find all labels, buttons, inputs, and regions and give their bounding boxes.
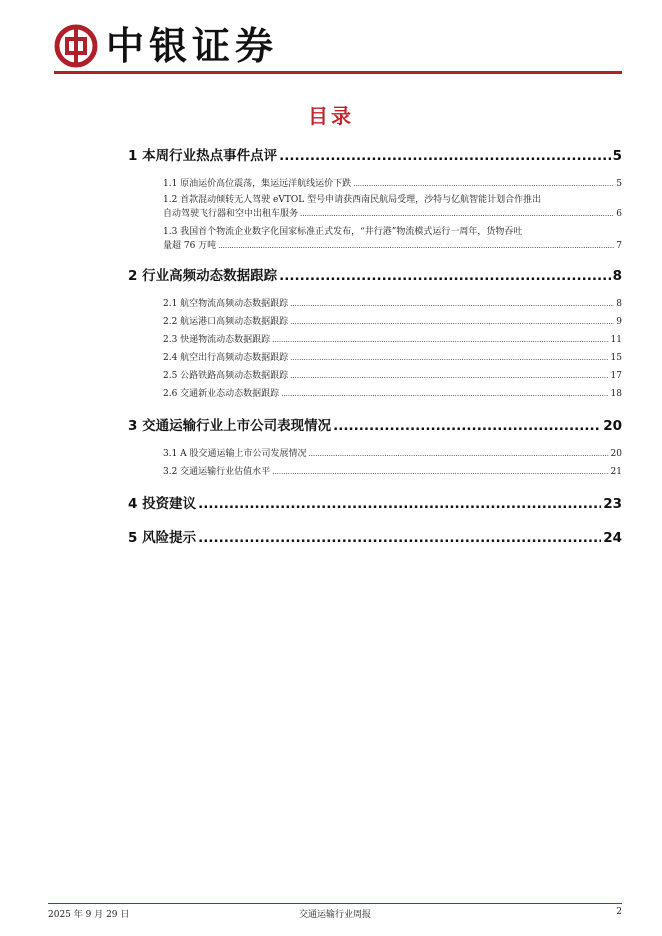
toc-page-number: 6	[616, 209, 622, 219]
toc-leader	[290, 295, 614, 313]
toc-leader	[279, 145, 611, 167]
report-series-title: 交通运输行业周报	[298, 910, 371, 920]
toc-leader	[333, 415, 601, 437]
toc-leader	[198, 527, 601, 549]
toc-entry[interactable]	[128, 527, 622, 549]
toc-entry[interactable]	[128, 415, 622, 437]
toc-subentry-label: 2.6 交通新业态动态数据跟踪	[163, 389, 280, 399]
toc-page-number: 15	[610, 353, 622, 363]
toc-page-number: 7	[616, 241, 622, 251]
toc-section-3	[128, 415, 622, 481]
toc-entry[interactable]	[128, 493, 622, 515]
toc-subentry[interactable]	[163, 313, 622, 331]
footer-divider	[48, 903, 622, 904]
toc-leader	[300, 207, 614, 221]
brand-name: 中银证券	[106, 23, 279, 68]
toc-subentry-label-line1: 1.2 首款混动倾转无人驾驶 eVTOL 型号申请获西南民航局受理，沙特与亿航智能计划合作推出	[163, 195, 542, 205]
toc-subentry-label-line2: 量超 76 万吨	[163, 241, 217, 251]
toc-entry[interactable]	[128, 265, 622, 287]
toc-subentry[interactable]	[163, 445, 622, 463]
toc-subentry[interactable]	[163, 349, 622, 367]
toc-entry[interactable]	[128, 145, 622, 167]
toc-leader	[279, 265, 611, 287]
toc-entry-label: 5 风险提示	[128, 530, 197, 546]
toc-leader	[290, 313, 614, 331]
toc-subentry[interactable]	[163, 331, 622, 349]
page-header	[0, 0, 662, 80]
toc-entry-label: 2 行业高频动态数据跟踪	[128, 268, 278, 284]
toc-page-number: 9	[616, 317, 622, 327]
toc-leader	[218, 239, 614, 253]
toc-subentry[interactable]	[163, 175, 622, 193]
toc-subentry[interactable]	[163, 463, 622, 481]
toc-section-2	[128, 265, 622, 403]
toc-subentry-label: 2.4 航空出行高频动态数据跟踪	[163, 353, 289, 363]
page-number: 2	[616, 907, 622, 917]
toc-subentry[interactable]	[163, 295, 622, 313]
table-of-contents	[128, 145, 622, 561]
toc-page-number: 8	[612, 268, 622, 284]
toc-entry-label: 3 交通运输行业上市公司表现情况	[128, 418, 332, 434]
toc-section-4	[128, 493, 622, 515]
toc-subentry-label: 2.3 快递物流动态数据跟踪	[163, 335, 271, 345]
toc-subentry-label-line2: 自动驾驶飞行器和空中出租车服务	[163, 209, 299, 219]
toc-section-1	[128, 145, 622, 253]
toc-leader	[272, 463, 608, 481]
header-divider	[54, 71, 622, 74]
boc-logo-icon	[54, 24, 98, 68]
toc-leader	[198, 493, 601, 515]
toc-page-number: 18	[610, 389, 622, 399]
report-date: 2025 年 9 月 29 日	[48, 910, 130, 920]
toc-page-number: 23	[603, 496, 622, 512]
toc-subentry-label: 1.1 原油运价高位震荡，集运远洋航线运价下跌	[163, 179, 352, 189]
toc-leader	[353, 175, 614, 193]
toc-leader	[281, 385, 608, 403]
toc-subentry-label: 2.1 航空物流高频动态数据跟踪	[163, 299, 289, 309]
toc-subentry[interactable]	[163, 225, 622, 253]
toc-page-number: 5	[612, 148, 622, 164]
toc-leader	[290, 349, 608, 367]
toc-leader	[309, 445, 609, 463]
toc-page-number: 21	[610, 467, 622, 477]
toc-leader	[272, 331, 608, 349]
toc-section-5	[128, 527, 622, 549]
toc-subentry[interactable]	[163, 367, 622, 385]
toc-page-number: 8	[616, 299, 622, 309]
toc-page-number: 24	[603, 530, 622, 546]
toc-subentry-label: 2.5 公路铁路高频动态数据跟踪	[163, 371, 289, 381]
toc-subentry-label: 3.2 交通运输行业估值水平	[163, 467, 271, 477]
toc-leader	[290, 367, 608, 385]
toc-page-number: 17	[610, 371, 622, 381]
toc-entry-label: 4 投资建议	[128, 496, 197, 512]
toc-title: 目录	[308, 104, 354, 128]
toc-page-number: 11	[610, 335, 622, 345]
toc-subentry-label: 2.2 航运港口高频动态数据跟踪	[163, 317, 289, 327]
toc-subentry[interactable]	[163, 193, 622, 221]
toc-entry-label: 1 本周行业热点事件点评	[128, 148, 278, 164]
toc-subentry-label: 3.1 A 股交通运输上市公司发展情况	[163, 449, 307, 459]
toc-subentry[interactable]	[163, 385, 622, 403]
toc-page-number: 20	[603, 418, 622, 434]
toc-page-number: 20	[610, 449, 622, 459]
toc-page-number: 5	[616, 179, 622, 189]
toc-subentry-label-line1: 1.3 我国首个物流企业数字化国家标准正式发布，“井行港”物流模式运行一周年，货物吞吐	[163, 227, 523, 237]
